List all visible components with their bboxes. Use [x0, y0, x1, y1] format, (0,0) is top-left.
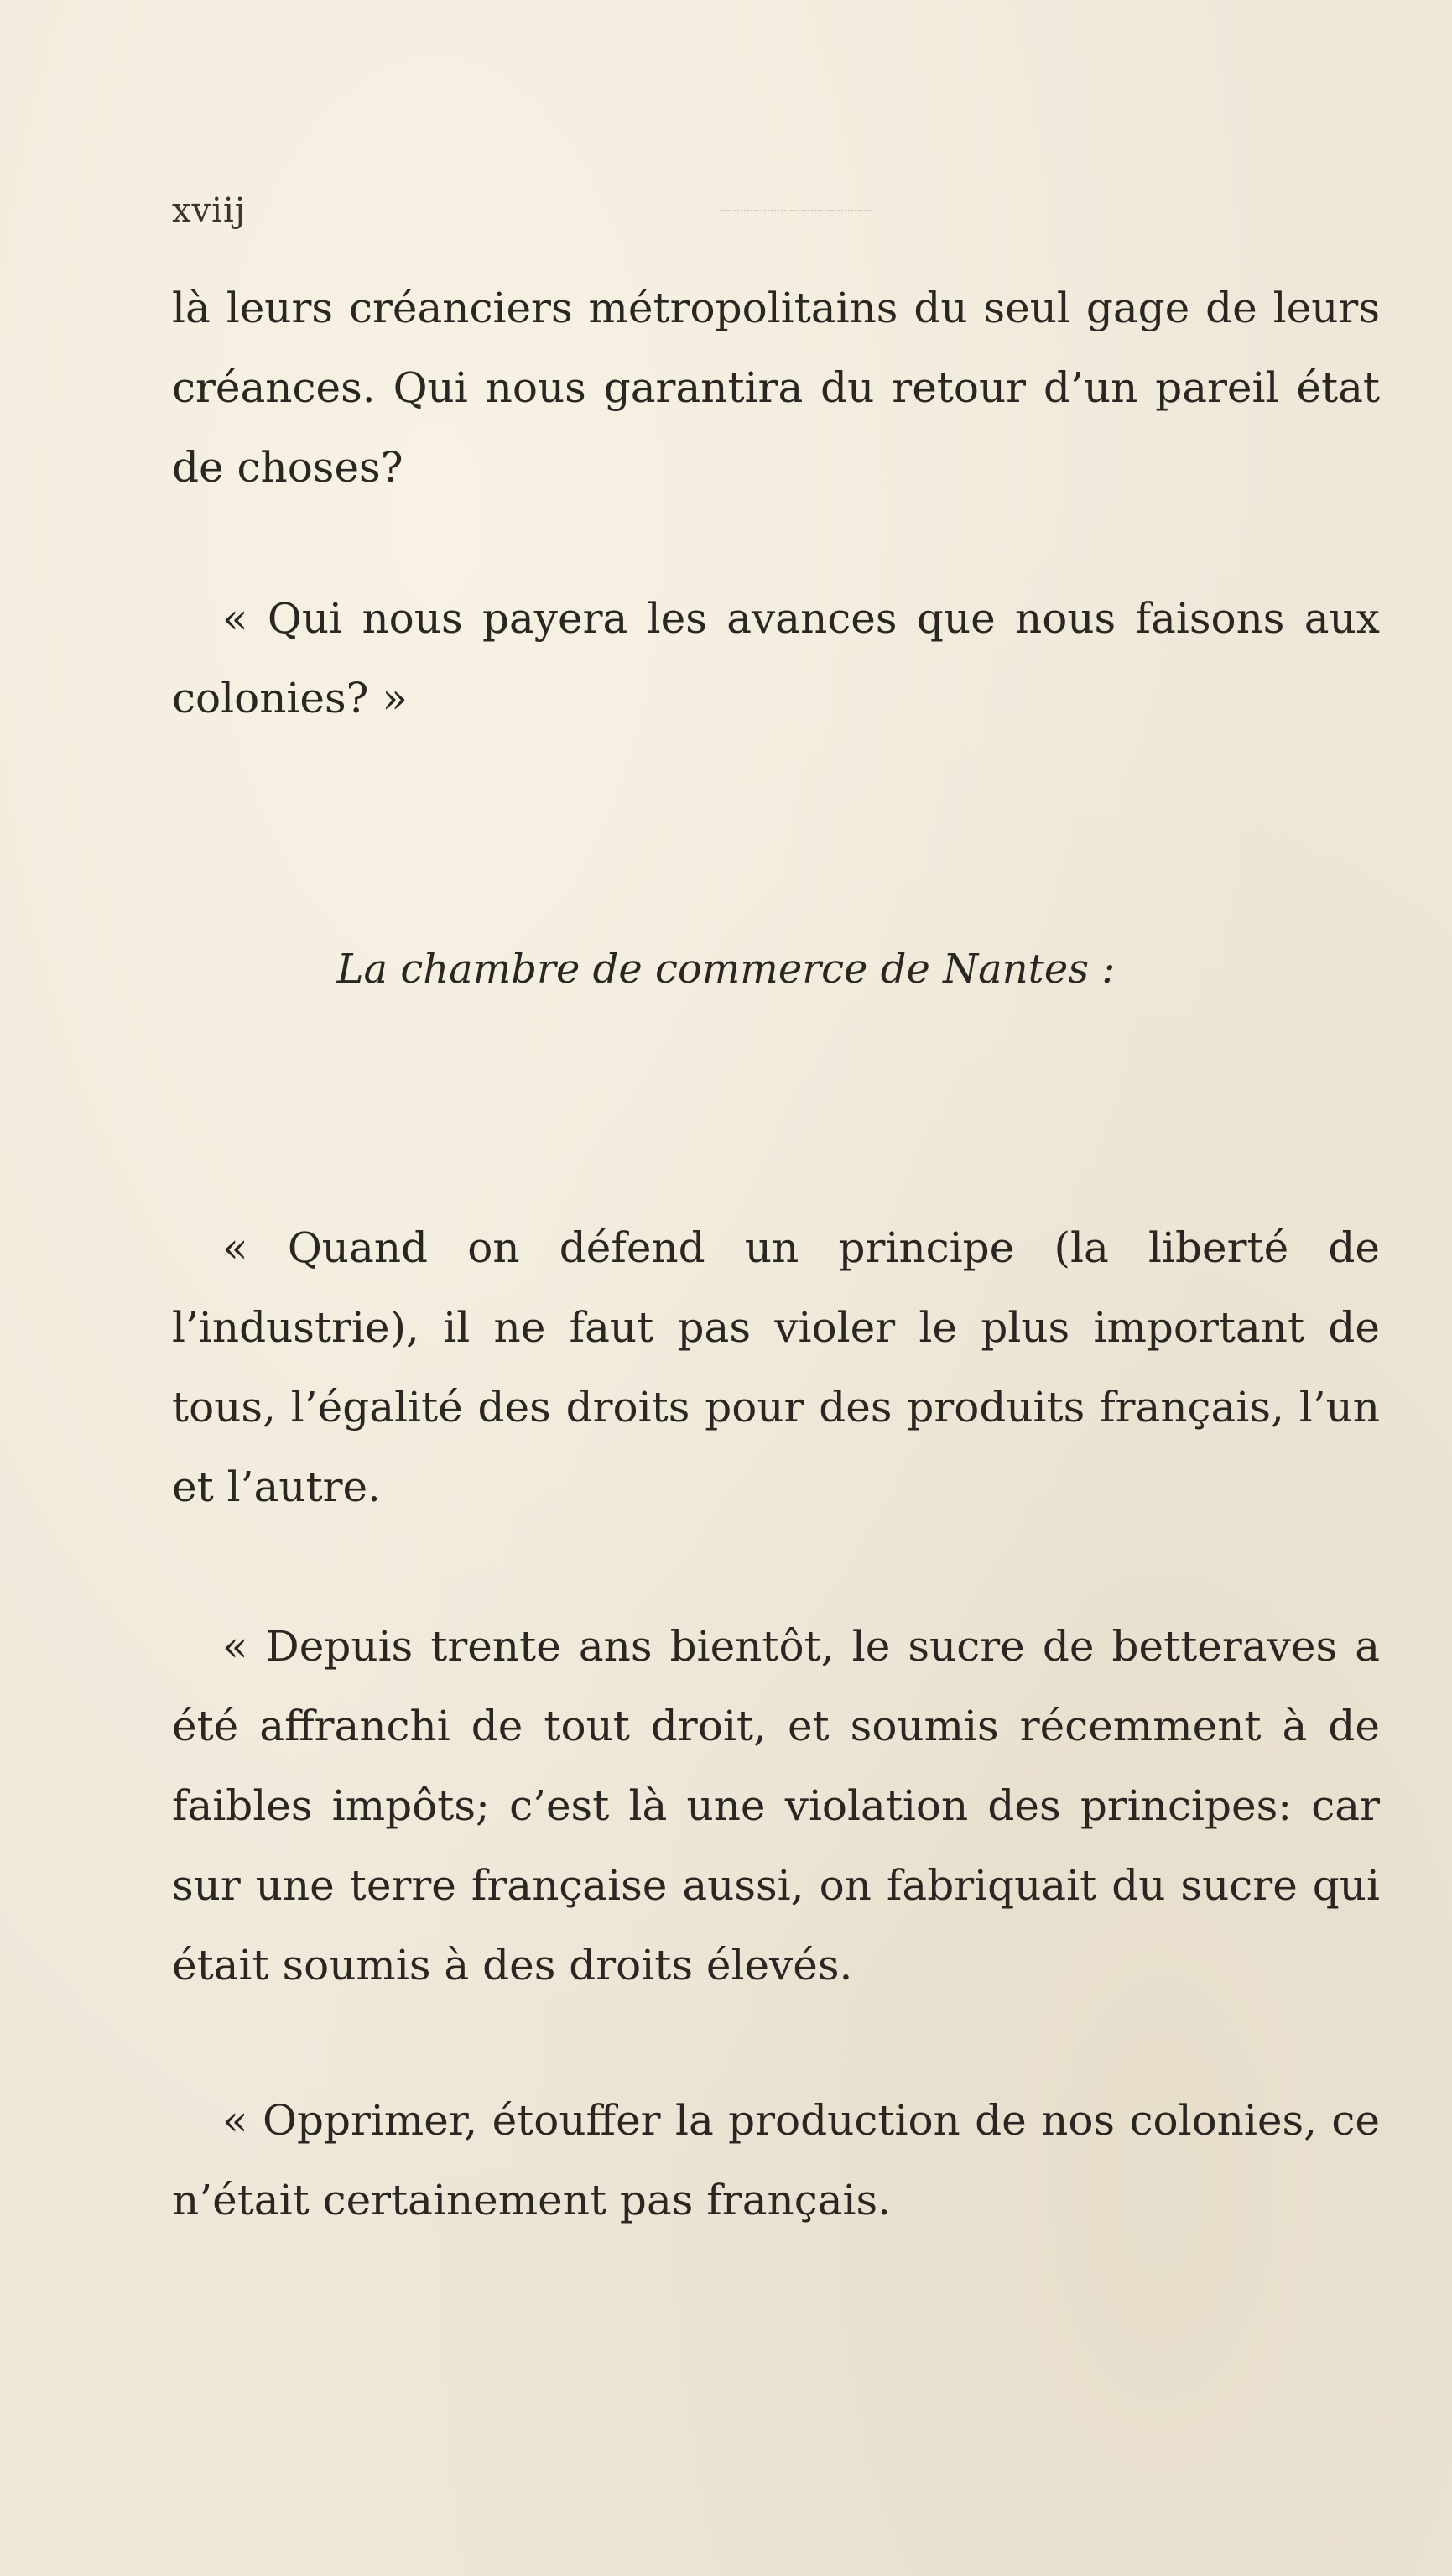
paragraph-sugar: « Depuis trente ans bientôt, le sucre de betteraves a été affranchi de tout droit, et soumis récemment à de faibles impôts; c’est là une violation des principes: car sur une terre française aussi, on fabriquait du sucre qui était soumis à des droits élevés.	[172, 1622, 1380, 1989]
page-number: xviij	[172, 191, 247, 230]
paragraph-oppression: « Opprimer, étouffer la production de nos colonies, ce n’était certainement pas français.	[172, 2096, 1380, 2224]
section-heading: La chambre de commerce de Nantes :	[336, 946, 1116, 993]
paragraph-question: « Qui nous payera les avances que nous faisons aux colonies? »	[172, 594, 1380, 722]
paragraph-continuation: là leurs créanciers métropolitains du seul gage de leurs créances. Qui nous garantira du retour d’un pareil état de choses?	[172, 284, 1380, 492]
header-ornament	[721, 210, 872, 237]
paragraph-principle: « Quand on défend un principe (la liberté de l’industrie), il ne faut pas violer le plus important de tous, l’égalité des droits pour des produits français, l’un et l’autre.	[172, 1223, 1380, 1511]
